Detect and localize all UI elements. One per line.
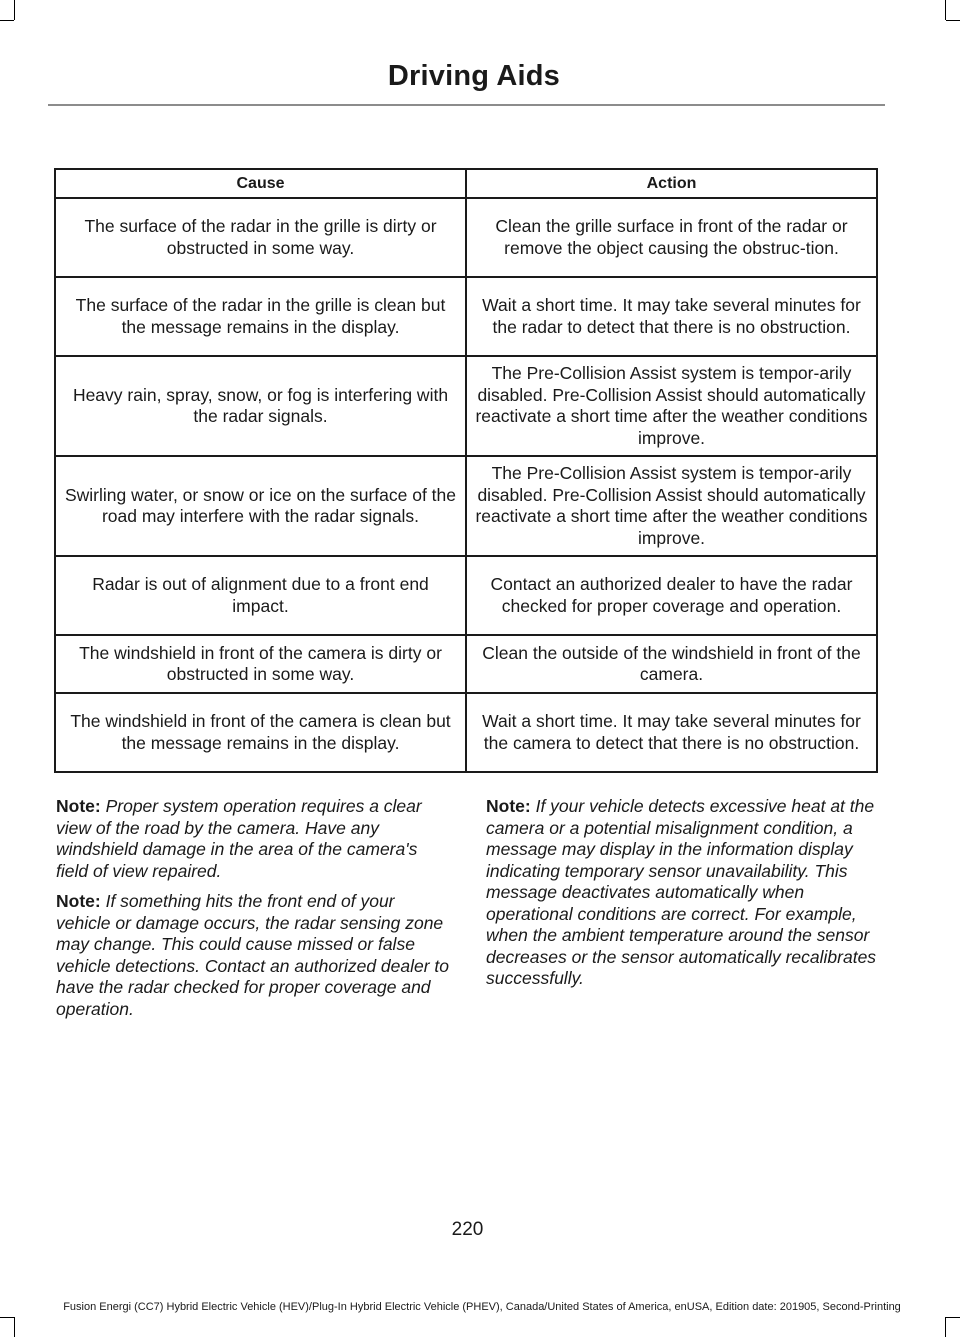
crop-mark-top-right	[945, 0, 946, 20]
notes-left-column	[56, 796, 451, 1029]
cause-column-header: Cause	[55, 169, 466, 198]
table-row	[55, 693, 877, 772]
table-row	[55, 635, 877, 693]
cause-cell: Swirling water, or snow or ice on the surface of the road may interfere with the radar signals.	[55, 456, 466, 556]
note-text: If something hits the front end of your vehicle or damage occurs, the radar sensing zone may change. This could cause missed or false vehicle detections. Contact an authorized dealer to have the radar checked for proper coverage and operation.	[56, 891, 450, 1019]
action-column-header: Action	[466, 169, 877, 198]
table-row	[55, 277, 877, 356]
table-header-row	[55, 169, 877, 198]
note-paragraph	[56, 796, 451, 882]
page-title: Driving Aids	[387, 60, 560, 92]
note-label: Note:	[56, 891, 101, 911]
footer-edition-info: Fusion Energi (CC7) Hybrid Electric Vehicle (HEV)/Plug-In Hybrid Electric Vehicle (PHEV), Canada/United States of America, enUSA, Edition date: 201905, Second-Printing	[63, 1301, 901, 1313]
cause-cell: The windshield in front of the camera is clean but the message remains in the display.	[55, 693, 466, 772]
cause-cell: The surface of the radar in the grille is clean but the message remains in the display.	[55, 277, 466, 356]
crop-mark-top-left	[0, 20, 14, 21]
note-text: If your vehicle detects excessive heat at the camera or a potential misalignment condition, a message may display in the information display indicating temporary sensor unavailability. This message deactivates automatically when operational conditions are correct. For example, when the ambient temperature around the sensor decreases or the sensor automatically recalibrates successfully.	[486, 796, 877, 988]
crop-mark-top-left	[14, 0, 15, 20]
action-cell: Clean the outside of the windshield in front of the camera.	[466, 635, 877, 693]
cause-action-table	[54, 168, 878, 773]
table-row	[55, 198, 877, 277]
cause-cell: The surface of the radar in the grille is dirty or obstructed in some way.	[55, 198, 466, 277]
action-cell: Wait a short time. It may take several minutes for the camera to detect that there is no obstruction.	[466, 693, 877, 772]
table-row	[55, 556, 877, 635]
crop-mark-bottom-left	[14, 1317, 15, 1337]
note-text: Proper system operation requires a clear view of the road by the camera. Have any windshield damage in the area of the camera's field of view repaired.	[56, 796, 422, 881]
notes-right-column	[486, 796, 881, 999]
page-number: 220	[451, 1219, 484, 1240]
cause-cell: Radar is out of alignment due to a front end impact.	[55, 556, 466, 635]
crop-mark-bottom-right	[946, 1317, 960, 1318]
crop-mark-bottom-left	[0, 1317, 14, 1318]
note-paragraph	[486, 796, 881, 990]
crop-mark-top-right	[946, 20, 960, 21]
note-label: Note:	[486, 796, 531, 816]
header-divider	[48, 104, 885, 106]
note-paragraph	[56, 891, 451, 1020]
cause-cell: Heavy rain, spray, snow, or fog is interfering with the radar signals.	[55, 356, 466, 456]
cause-cell: The windshield in front of the camera is dirty or obstructed in some way.	[55, 635, 466, 693]
action-cell: The Pre-Collision Assist system is tempor-arily disabled. Pre-Collision Assist should automatically reactivate a short time after the weather conditions improve.	[466, 356, 877, 456]
note-label: Note:	[56, 796, 101, 816]
table-row	[55, 456, 877, 556]
action-cell: The Pre-Collision Assist system is tempor-arily disabled. Pre-Collision Assist should automatically reactivate a short time after the weather conditions improve.	[466, 456, 877, 556]
action-cell: Clean the grille surface in front of the radar or remove the object causing the obstruc-tion.	[466, 198, 877, 277]
table-row	[55, 356, 877, 456]
action-cell: Contact an authorized dealer to have the radar checked for proper coverage and operation.	[466, 556, 877, 635]
action-cell: Wait a short time. It may take several minutes for the radar to detect that there is no obstruction.	[466, 277, 877, 356]
crop-mark-bottom-right	[945, 1317, 946, 1337]
